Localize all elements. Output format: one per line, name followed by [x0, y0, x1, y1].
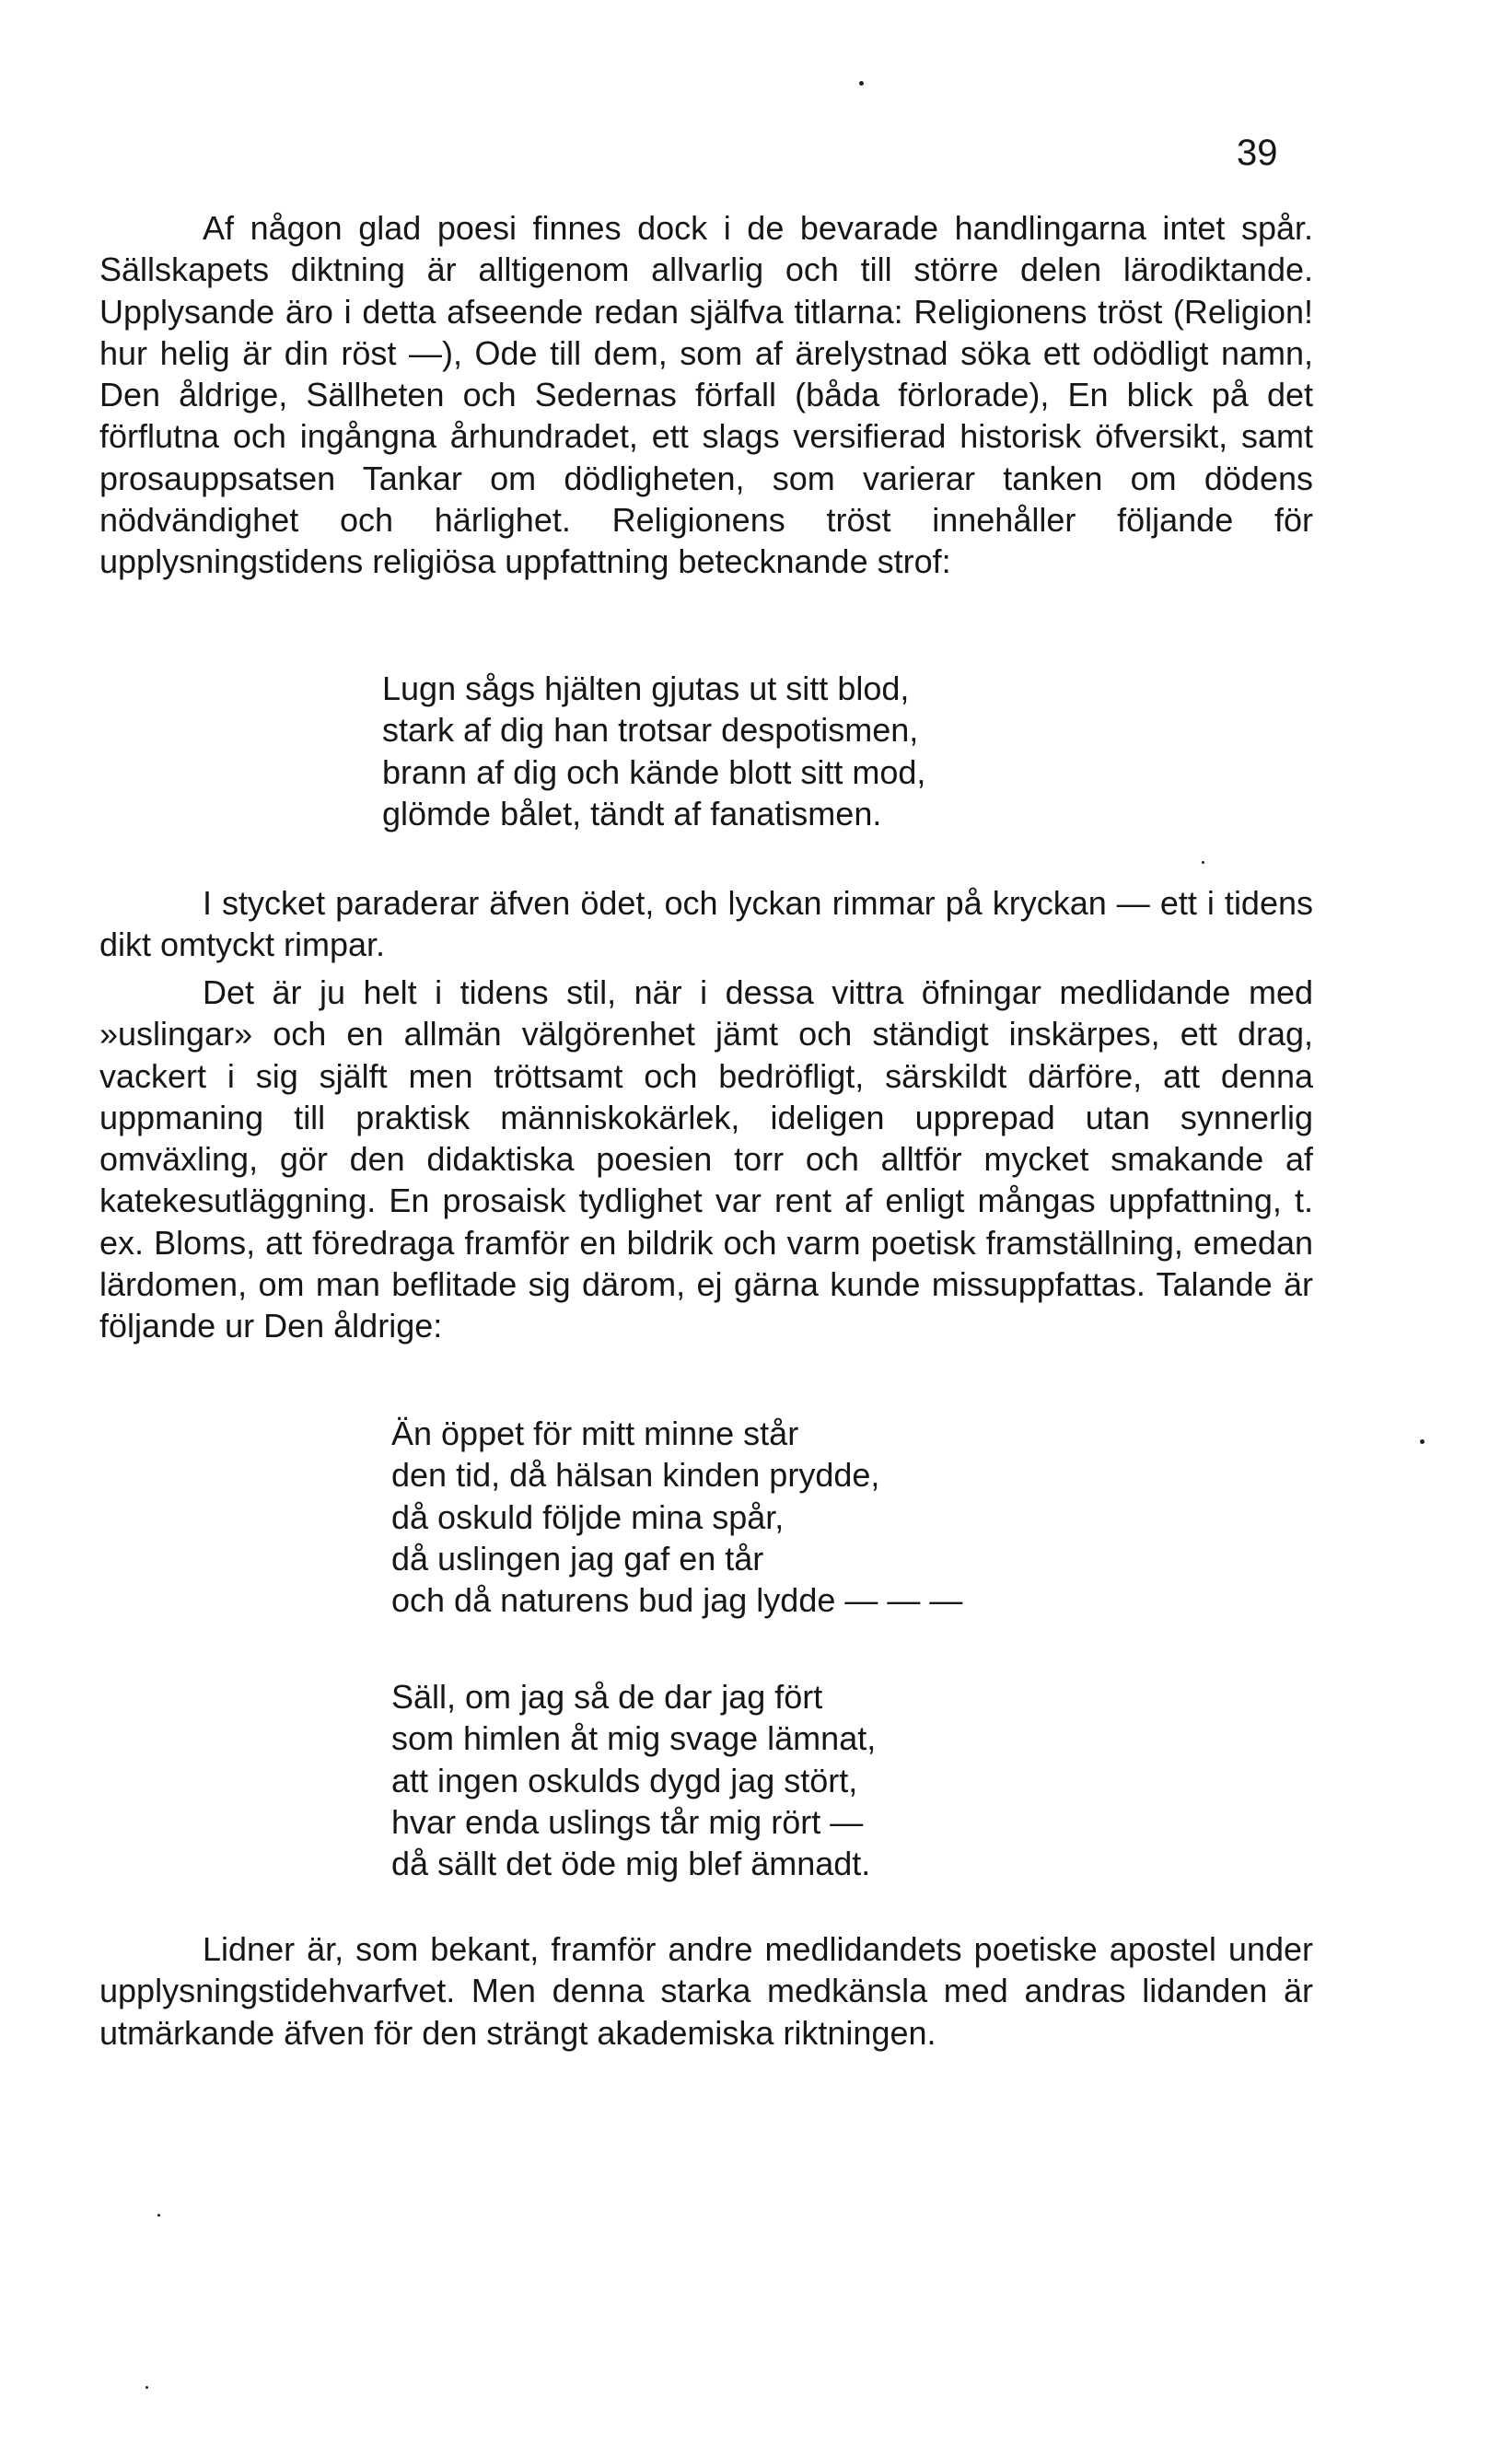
scan-speck [1420, 1439, 1425, 1444]
poem-line: stark af dig han trotsar despotismen, [382, 711, 919, 750]
poem-line: och då naturens bud jag lydde — — — [391, 1581, 963, 1620]
paragraph-odet: I stycket paraderar äfven ödet, och lyckan rimmar på kryckan — ett i tidens dikt omtyckt rimpar. [99, 884, 1313, 964]
scan-speck [1202, 861, 1204, 864]
paragraph-tidens-stil: Det är ju helt i tidens stil, när i dessa vittra öfningar medlidande med »uslingar» och en allmän välgörenhet jämt och ständigt inskärpes, ett drag, vackert i sig själft men tröttsamt och bedröfligt, särskildt därföre, att denna uppmaning till praktisk människokärlek, ideligen upprepad utan synnerlig omväxling, gör den didaktiska poesien torr och alltför mycket smakande af katekesutläggning. En prosaisk tydlighet var rent af enligt mångas uppfattning, t. ex. Bloms, att föredraga framför en bildrik och varm poetisk framställning, emedan lärdomen, om man beflitade sig därom, ej gärna kunde missuppfattas. Talande är följande ur Den åldrige: [99, 973, 1313, 1345]
scan-speck [859, 81, 864, 86]
poem-line: brann af dig och kände blott sitt mod, [382, 752, 926, 791]
poem-line: Lugn sågs hjälten gjutas ut sitt blod, [382, 669, 910, 707]
paragraph-intro: Af någon glad poesi finnes dock i de bevarade handlingarna intet spår. Sällskapets diktning är alltigenom allvarlig och till större delen lärodiktande. Upplysande äro i detta afseende redan själfva titlarna: Religionens tröst (Religion! hur helig är din röst —), Ode till dem, som af ärelystnad söka ett odödligt namn, Den åldrige, Sällheten och Sedernas förfall (båda förlorade), En blick på det förflutna och ingångna århundradet, ett slags versifierad historisk öfversikt, samt prosauppsatsen Tankar om dödligheten, som varierar tanken om dödens nödvändighet och härlighet. Religionens tröst innehåller följande för upplysningstidens religiösa uppfattning betecknande strof: [99, 209, 1313, 581]
poem-line: hvar enda uslings tår mig rört — [391, 1802, 864, 1841]
scan-speck [157, 2214, 160, 2217]
poem-stanza-den-aldrige-2 [391, 1676, 876, 1884]
poem-line: glömde bålet, tändt af fanatismen. [382, 794, 882, 832]
poem-stanza-religionens-trost [382, 668, 925, 834]
poem-line: Säll, om jag så de dar jag fört [391, 1678, 823, 1716]
poem-line: då sällt det öde mig blef ämnadt. [391, 1845, 871, 1883]
poem-line: den tid, då hälsan kinden prydde, [391, 1456, 880, 1495]
poem-line: som himlen åt mig svage lämnat, [391, 1719, 877, 1758]
page-number: 39 [1237, 133, 1278, 173]
poem-stanza-den-aldrige-1 [391, 1413, 962, 1621]
poem-line: då uslingen jag gaf en tår [391, 1539, 764, 1578]
paragraph-lidner: Lidner är, som bekant, framför andre medlidandets poetiske apostel under upplysningstidehvarfvet. Men denna starka medkänsla med andras lidanden är utmärkande äfven för den strängt akademiska riktningen. [99, 1930, 1313, 2052]
poem-line: då oskuld följde mina spår, [391, 1497, 785, 1536]
scan-speck [145, 2386, 148, 2389]
poem-line: Än öppet för mitt minne står [391, 1415, 799, 1452]
poem-line: att ingen oskulds dygd jag stört, [391, 1761, 858, 1799]
